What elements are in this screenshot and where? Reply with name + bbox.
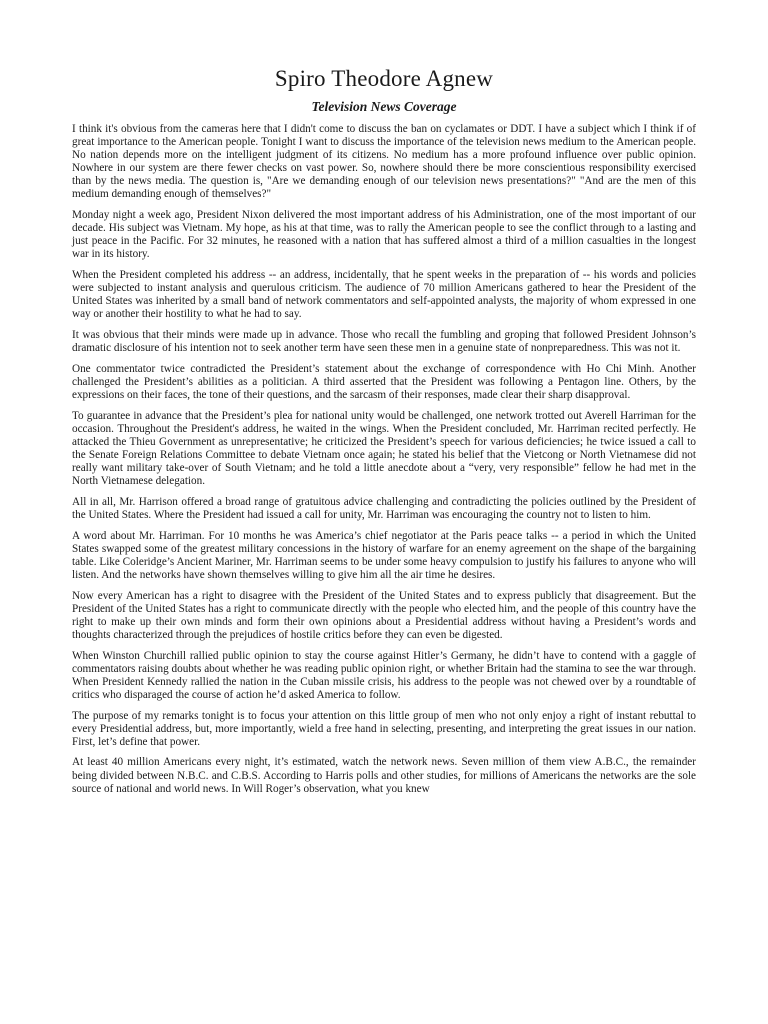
document-page <box>72 64 696 803</box>
paragraph: When Winston Churchill rallied public opinion to stay the course against Hitler’s Germany, he didn’t have to contend with a gaggle of commentators raising doubts about whether he was reading public opinion right, or whether Britain had the stamina to see the war through. When President Kennedy rallied the nation in the Cuban missile crisis, his address to the people was not chewed over by a roundtable of critics who disparaged the course of action he’d asked America to follow. <box>72 649 696 701</box>
paragraph: Monday night a week ago, President Nixon delivered the most important address of his Administration, one of the most important of our decade. His subject was Vietnam. My hope, as his at that time, was to rally the American people to see the conflict through to a lasting and just peace in the Pacific. For 32 minutes, he reasoned with a nation that has suffered almost a third of a million casualties in the longest war in its history. <box>72 209 696 261</box>
document-title: Spiro Theodore Agnew <box>274 66 494 91</box>
paragraph: All in all, Mr. Harrison offered a broad range of gratuitous advice challenging and contradicting the policies outlined by the President of the United States. Where the President had issued a call for unity, Mr. Harriman was encouraging the country not to listen to him. <box>72 495 696 521</box>
document-subtitle: Television News Coverage <box>311 99 457 114</box>
paragraph: At least 40 million Americans every night, it’s estimated, watch the network news. Seven million of them view A.B.C., the remainder being divided between N.B.C. and C.B.S. According to Harris polls and other studies, for millions of Americans the networks are the sole source of national and world news. In Will Roger’s observation, what you knew <box>72 756 696 795</box>
paragraph: I think it's obvious from the cameras here that I didn't come to discuss the ban on cyclamates or DDT. I have a subject which I think if of great importance to the American people. Tonight I want to discuss the importance of the television news medium to the American people. No nation depends more on the intelligent judgment of its citizens. No medium has a more profound influence over public opinion. Nowhere in our system are there fewer checks on vast power. So, nowhere should there be more conscientious responsibility exercised than by the news media. The question is, "Are we demanding enough of our television news presentations?" "And are the men of this medium demanding enough of themselves?" <box>72 123 696 201</box>
document-body <box>72 123 696 796</box>
paragraph: It was obvious that their minds were made up in advance. Those who recall the fumbling and groping that followed President Johnson’s dramatic disclosure of his intention not to seek another term have seen these men in a genuine state of nonpreparedness. This was not it. <box>72 329 696 355</box>
paragraph: Now every American has a right to disagree with the President of the United States and to express publicly that disagreement. But the President of the United States has a right to communicate directly with the people who elected him, and the people of this country have the right to make up their own minds and form their own opinions about a Presidential address without having a President’s words and thoughts characterized through the prejudices of hostile critics before they can even be digested. <box>72 589 696 641</box>
paragraph: The purpose of my remarks tonight is to focus your attention on this little group of men who not only enjoy a right of instant rebuttal to every Presidential address, but, more importantly, wield a free hand in selecting, presenting, and interpreting the great issues in our nation. First, let’s define that power. <box>72 709 696 748</box>
paragraph: One commentator twice contradicted the President’s statement about the exchange of correspondence with Ho Chi Minh. Another challenged the President’s abilities as a politician. A third asserted that the President was following a Pentagon line. Others, by the expressions on their faces, the tone of their questions, and the sarcasm of their responses, made clear their sharp disapproval. <box>72 362 696 402</box>
paragraph: To guarantee in advance that the President’s plea for national unity would be challenged, one network trotted out Averell Harriman for the occasion. Throughout the President's address, he waited in the wings. When the President concluded, Mr. Harriman recited perfectly. He attacked the Thieu Government as unrepresentative; he criticized the President’s speech for various deficiencies; he twice issued a call to the Senate Foreign Relations Committee to debate Vietnam once again; he stated his belief that the Vietcong or North Vietnamese did not really want military take-over of South Vietnam; and he told a little anecdote about a “very, very responsible” fellow he had met in the North Vietnamese delegation. <box>72 409 696 488</box>
paragraph: A word about Mr. Harriman. For 10 months he was America’s chief negotiator at the Paris peace talks -- a period in which the United States swapped some of the greatest military concessions in the history of warfare for an enemy agreement on the shape of the bargaining table. Like Coleridge’s Ancient Mariner, Mr. Harriman seems to be under some heavy compulsion to justify his failures to anyone who will listen. And the networks have shown themselves willing to give him all the air time he desires. <box>72 529 696 581</box>
paragraph: When the President completed his address -- an address, incidentally, that he spent weeks in the preparation of -- his words and policies were subjected to instant analysis and querulous criticism. The audience of 70 million Americans gathered to hear the President of the United States was inherited by a small band of network commentators and self-appointed analysts, the majority of whom expressed in one way or another their hostility to what he had to say. <box>72 269 696 321</box>
